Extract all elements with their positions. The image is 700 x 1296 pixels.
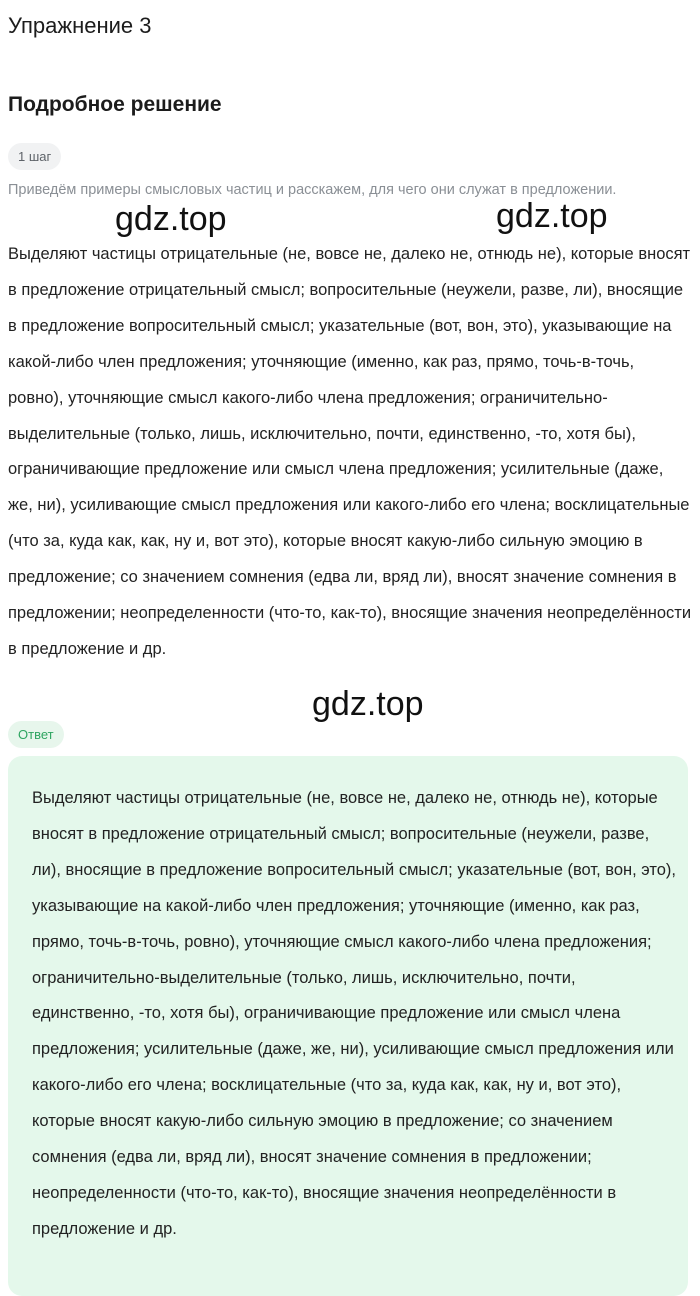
answer-text: Выделяют частицы отрицательные (не, вовсе не, далеко не, отнюдь не), которые вносят в предложение отрицательный смысл; вопросительные (неужели, разве, ли), вносящие в предложение вопросительный смысл; указательные (вот, вон, это), указывающие на какой-либо член предложения; уточняющие (именно, как раз, прямо, точь-в-точь, ровно), уточняющие смысл какого-либо члена предложения; ограничительно-выделительные (только, лишь, исключительно, почти, единственно, -то, хотя бы), ограничивающие предложение или смысл члена предложения; усилительные (даже, же, ни), усиливающие смысл предложения или какого-либо его члена; восклицательные (что за, куда как, как, ну и, вот это), которые вносят какую-либо сильную эмоцию в предложение; со значением сомнения (едва ли, вряд ли), вносят значение сомнения в предложении; неопределенности (что-то, как-то), вносящие значения неопределённости в предложение и др.: [32, 789, 676, 1238]
watermark: gdz.top: [115, 200, 227, 238]
solution-text: Выделяют частицы отрицательные (не, вовсе не, далеко не, отнюдь не), которые вносят в предложение отрицательный смысл; вопросительные (неужели, разве, ли), вносящие в предложение вопросительный смысл; указательные (вот, вон, это), указывающие на какой-либо член предложения; уточняющие (именно, как раз, прямо, точь-в-точь, ровно), уточняющие смысл какого-либо члена предложения; ограничительно-выделительные (только, лишь, исключительно, почти, единственно, -то, хотя бы), ограничивающие предложение или смысл члена предложения; усилительные (даже, же, ни), усиливающие смысл предложения или какого-либо его члена; восклицательные (что за, куда как, как, ну и, вот это), которые вносят какую-либо сильную эмоцию в предложение; со значением сомнения (едва ли, вряд ли), вносят значение сомнения в предложении; неопределенности (что-то, как-то), вносящие значения неопределённости в предложение и др.: [8, 245, 692, 658]
watermark: gdz.top: [312, 685, 424, 723]
page-title: Упражнение 3: [8, 13, 152, 38]
solution-heading: Подробное решение: [8, 93, 222, 116]
step-badge: 1 шаг: [8, 143, 61, 170]
answer-badge: Ответ: [8, 721, 64, 748]
watermark: gdz.top: [496, 197, 608, 235]
step-intro: Приведём примеры смысловых частиц и расскажем, для чего они служат в предложении.: [8, 182, 617, 198]
